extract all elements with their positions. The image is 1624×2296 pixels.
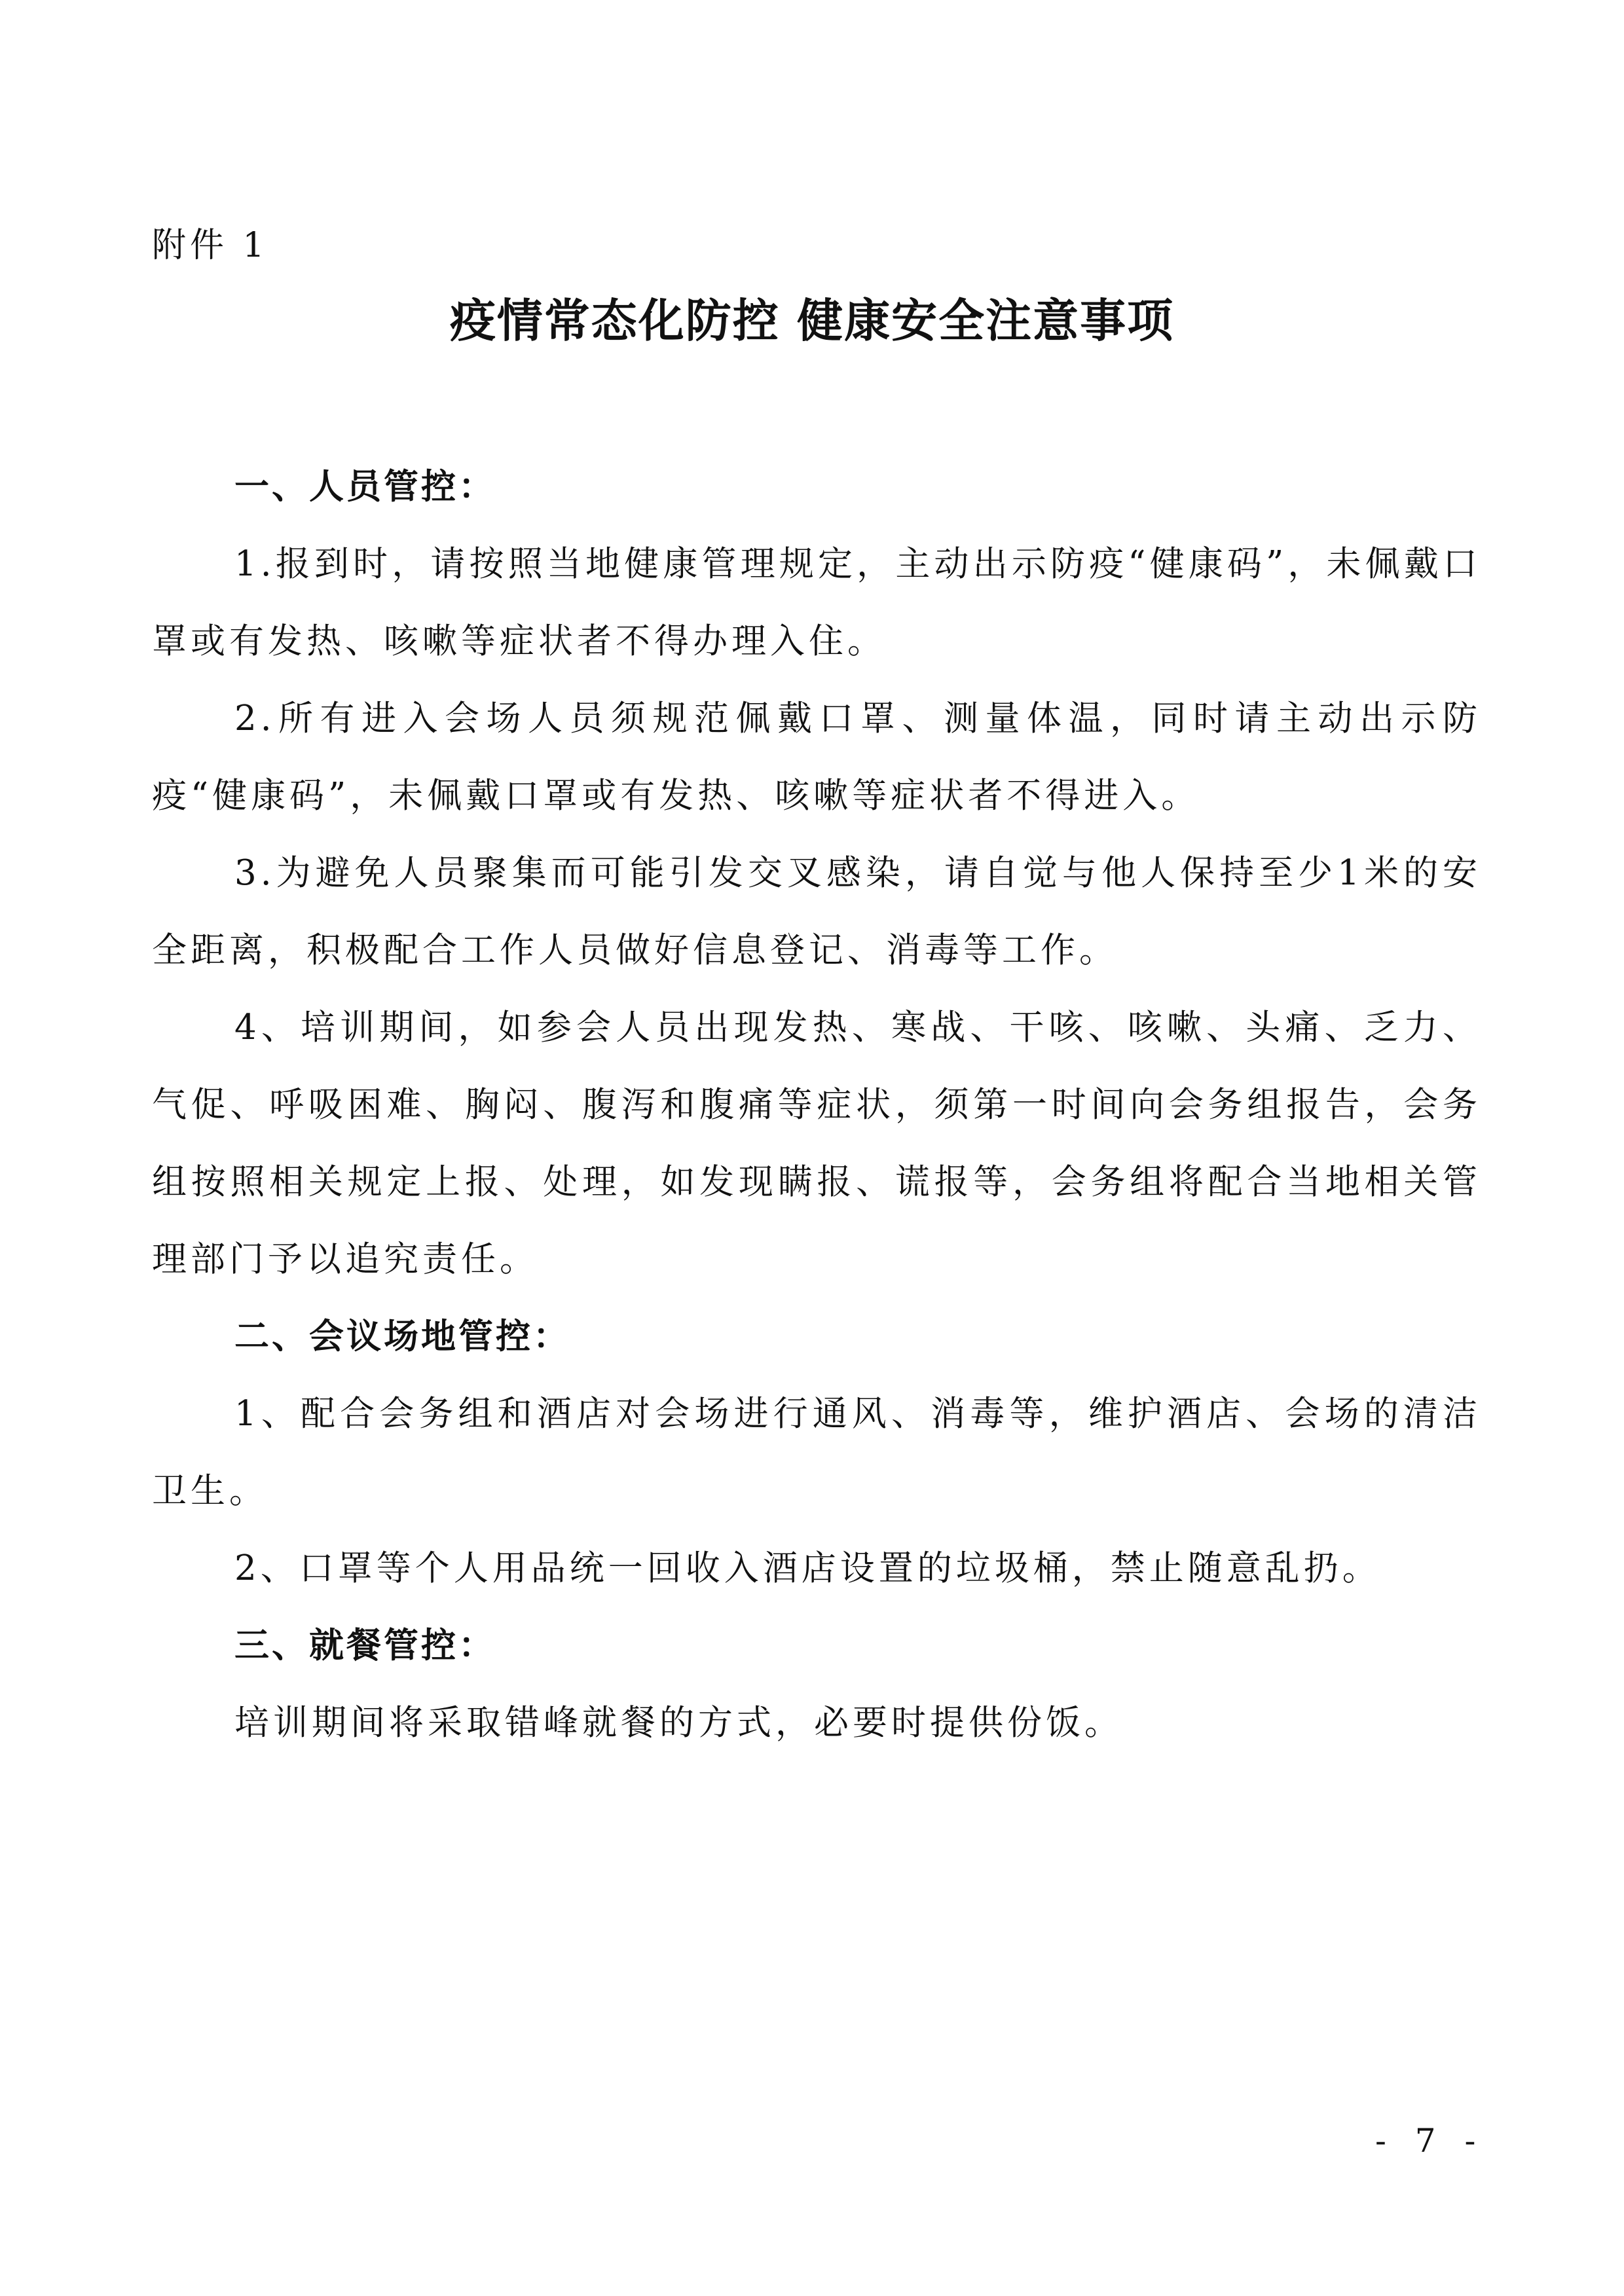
paragraph: 4、培训期间，如参会人员出现发热、寒战、干咳、咳嗽、头痛、乏力、气促、呼吸困难、胸闷、腹泻和腹痛等症状，须第一时间向会务组报告，会务组按照相关规定上报、处理，如发现瞒报、谎报等，会务组将配合当地相关管理部门予以追究责任。 [152,1008,1481,1279]
paragraph: 培训期间将采取错峰就餐的方式，必要时提供份饭。 [234,1703,1123,1743]
paragraph: 2.所有进入会场人员须规范佩戴口罩、测量体温，同时请主动出示防疫“健康码”，未佩戴口罩或有发热、咳嗽等症状者不得进入。 [152,699,1481,816]
paragraph: 1、配合会务组和酒店对会场进行通风、消毒等，维护酒店、会场的清洁卫生。 [152,1394,1481,1511]
page-number: - 7 - [1375,2122,1485,2160]
section-heading-personnel: 一、人员管控： [234,467,496,507]
paragraph: 3.为避免人员聚集而可能引发交叉感染，请自觉与他人保持至少1米的安全距离，积极配合工作人员做好信息登记、消毒等工作。 [152,853,1481,970]
paragraph: 1.报到时，请按照当地健康管理规定，主动出示防疫“健康码”，未佩戴口罩或有发热、咳嗽等症状者不得办理入住。 [152,544,1481,661]
document-body [152,448,1481,1762]
section-heading-venue: 二、会议场地管控： [234,1317,570,1357]
document-title: 疫情常态化防控 健康安全注意事项 [449,294,1175,348]
paragraph: 2、口罩等个人用品统一回收入酒店设置的垃圾桶，禁止随意乱扔。 [234,1548,1381,1588]
section-heading-dining: 三、就餐管控： [234,1626,496,1666]
attachment-label: 附件 1 [152,226,268,265]
